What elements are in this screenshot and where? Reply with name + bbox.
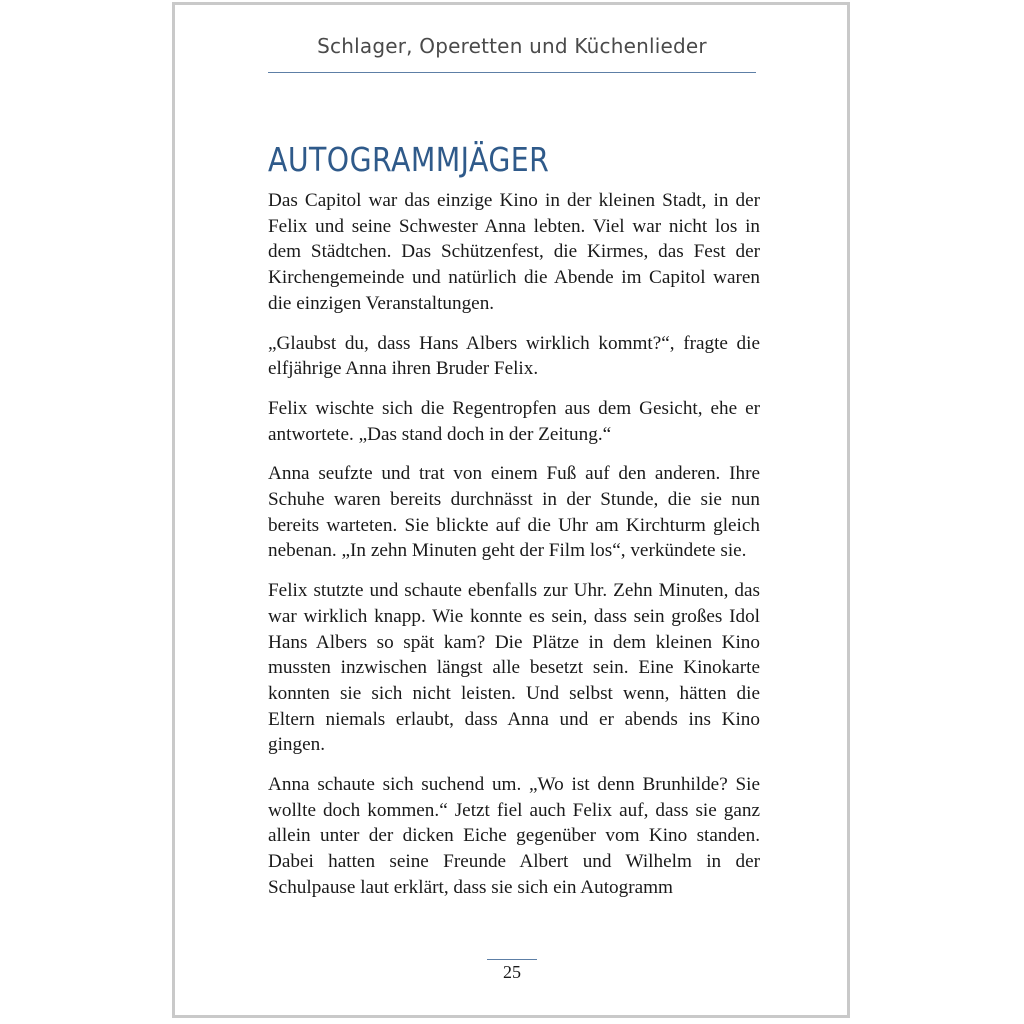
paragraph-6: Anna schaute sich suchend um. „Wo ist denn Brunhilde? Sie wollte doch kommen.“ Jetzt fiel auch Felix auf, dass sie ganz allein unter der dicken Eiche gegenüber vom Kino standen. Dabei hatten seine Freunde Albert und Wilhelm in der Schulpause laut erklärt, dass sie sich ein Autogramm — [268, 774, 760, 898]
footer-rule — [487, 959, 537, 960]
running-header: Schlager, Operetten und Küchenlieder — [317, 34, 707, 58]
paragraph-1: Das Capitol war das einzige Kino in der kleinen Stadt, in der Felix und seine Schwester Anna lebten. Viel war nicht los in dem Städtchen. Das Schützenfest, die Kirmes, das Fest der Kirchengemeinde und natürlich die Abende im Capitol waren die einzigen Veranstaltungen. — [268, 190, 760, 314]
paragraph-2: „Glaubst du, dass Hans Albers wirklich kommt?“, fragte die elfjährige Anna ihren Bruder Felix. — [268, 332, 760, 380]
body-text — [268, 188, 760, 915]
paragraph-5: Felix stutzte und schaute ebenfalls zur Uhr. Zehn Minuten, das war wirklich knapp. Wie konnte es sein, dass sein großes Idol Hans Albers so spät kam? Die Plätze in dem kleinen Kino mussten inzwischen längst alle besetzt sein. Eine Kinokarte konnten sie sich nicht leisten. Und selbst wenn, hätten die Eltern niemals erlaubt, dass Anna und er abends ins Kino gingen. — [268, 580, 760, 756]
paragraph-4: Anna seufzte und trat von einem Fuß auf den anderen. Ihre Schuhe waren bereits durchnässt in der Stunde, die sie nun bereits warteten. Sie blickte auf die Uhr am Kirchturm gleich nebenan. „In zehn Minuten geht der Film los“, verkündete sie. — [268, 463, 760, 562]
chapter-title: AUTOGRAMMJÄGER — [268, 140, 550, 180]
paragraph-3: Felix wischte sich die Regentropfen aus dem Gesicht, ehe er antwortete. „Das stand doch in der Zeitung.“ — [268, 397, 760, 445]
header-rule — [268, 72, 756, 73]
page-number: 25 — [503, 962, 521, 982]
